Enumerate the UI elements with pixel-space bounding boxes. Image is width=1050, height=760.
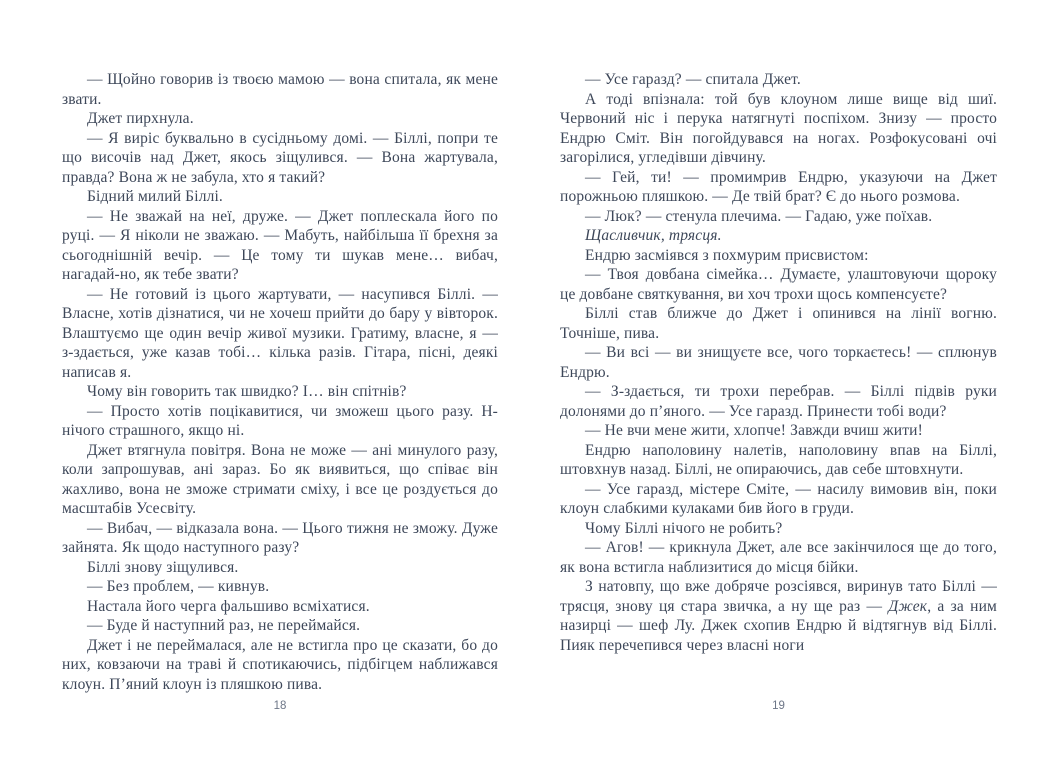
text-run: — Вибач, — відказала вона. — Цього тижня не зможу. Дуже зайнята. Як щодо наступного разу? [62, 519, 498, 556]
page-right-text [560, 70, 997, 655]
text-run: Джет пирхнула. [87, 110, 194, 127]
paragraph [560, 70, 997, 90]
text-run: Біллі знову зіщулився. [87, 558, 239, 576]
text-run: — Усе гаразд, містере Сміте, — насилу вимовив він, поки клоун слабкими кулаками бив його в груди. [560, 480, 997, 517]
text-run: — Не готовий із цього жартувати, — насупився Біллі. — Власне, хотів дізнатися, чи не хочеш прийти до бару у вівторок. Влаштуємо ще один вечір живої музики. Гратиму, власне, я — з-здається, уже казав тобі… кілька разів. Гітара, пісні, деякі написав я. [62, 285, 498, 381]
text-run: З натовпу, що вже добряче розсіявся, виринув тато Біллі — трясця, знову ця стара звичка, а ну ще раз — [560, 578, 997, 615]
text-run: Ендрю засміявся з похмурим присвистом: [585, 246, 869, 264]
text-run: — Гей, ти! — промимрив Ендрю, указуючи на Джет порожньою пляшкою. — Де твій брат? Є до нього розмова. [560, 168, 997, 205]
paragraph [62, 207, 498, 285]
paragraph [62, 519, 498, 558]
page-right [560, 70, 997, 760]
text-run: — Щойно говорив із твоєю мамою — вона спитала, як мене звати. [62, 71, 498, 108]
paragraph [62, 402, 498, 441]
text-run: А тоді впізнала: той був клоуном лише вище від шиї. Червоний ніс і перука натягнуті поспіхом. Знизу — просто Ендрю Сміт. Він погойдувався на ногах. Розфокусовані очі загорілися, угледівши дівчину. [560, 90, 997, 166]
paragraph [62, 70, 498, 109]
paragraph [560, 246, 997, 266]
paragraph [560, 382, 997, 421]
text-run: — Не зважай на неї, друже. — Джет поплескала його по руці. — Я ніколи не зважаю. — Мабуть, найбільша її брехня за сьогоднішній вечір. — Це тому ти шукав мене… вибач, нагадай-но, як тебе звати? [62, 207, 498, 283]
paragraph [560, 304, 997, 343]
text-run: — Усе гаразд? — спитала Джет. [585, 71, 801, 88]
text-run: — Я виріс буквально в сусідньому домі. — Біллі, попри те що височів над Джет, якось зіщулився. — Вона жартувала, правда? Вона ж не забула, хто я такий? [62, 129, 498, 186]
paragraph [560, 226, 997, 246]
text-run: Чому Біллі нічого не робить? [585, 519, 783, 537]
paragraph [560, 538, 997, 577]
paragraph [560, 265, 997, 304]
text-run: Біллі став ближче до Джет і опинився на лінії вогню. Точніше, пива. [560, 305, 997, 342]
paragraph [560, 519, 997, 539]
text-run: Чому він говорить так швидко? І… він спітнів? [87, 383, 407, 400]
paragraph [560, 577, 997, 655]
text-run: — Агов! — крикнула Джет, але все закінчилося ще до того, як вона встигла наблизитися до місця бійки. [560, 539, 997, 576]
text-run: — Просто хотів поцікавитися, чи зможеш цього разу. Н-нічого страшного, якщо ні. [62, 402, 498, 439]
text-run: — Буде й наступний раз, не переймайся. [87, 617, 361, 634]
text-run: — Ви всі — ви знищуєте все, чого торкаєтесь! — сплюнув Ендрю. [560, 344, 997, 381]
italic-text-run: Щасливчик, трясця. [585, 227, 722, 244]
text-run: — Люк? — стенула плечима. — Гадаю, уже поїхав. [585, 207, 933, 225]
paragraph [62, 129, 498, 188]
text-run: , а за ним назирці — шеф Лу. Джек схопив Ендрю й відтягнув від Біллі. Пияк перечепився через власні ноги [560, 597, 997, 654]
paragraph [62, 187, 498, 207]
paragraph [560, 343, 997, 382]
paragraph [560, 421, 997, 441]
text-run: — Без проблем, — кивнув. [87, 578, 270, 595]
paragraph [62, 597, 498, 617]
paragraph [62, 616, 498, 636]
page-number-right: 19 [772, 700, 785, 712]
page-number-left: 18 [273, 700, 287, 712]
paragraph [62, 636, 498, 695]
paragraph [560, 207, 997, 227]
paragraph [62, 382, 498, 402]
italic-text-run: Джек [888, 597, 928, 615]
paragraph [62, 441, 498, 519]
paragraph [62, 285, 498, 383]
paragraph [560, 480, 997, 519]
paragraph [62, 577, 498, 597]
paragraph [560, 90, 997, 168]
paragraph [560, 168, 997, 207]
text-run: Джет і не переймалася, але не встигла про це сказати, бо до них, ковзаючи на траві й спотикаючись, підбігцем наближався клоун. П’яний клоун із пляшкою пива. [62, 636, 498, 693]
text-run: — З-здається, ти трохи перебрав. — Біллі підвів руки долонями до п’яного. — Усе гаразд. Принести тобі води? [560, 383, 997, 420]
paragraph [62, 109, 498, 129]
text-run: Джет втягнула повітря. Вона не може — ані минулого разу, коли запрошував, ані зараз. Бо як виявиться, що співає він жахливо, вона не зможе стримати сміху, і все це роздується до масштабів Усесвіту. [62, 441, 498, 517]
paragraph [62, 558, 498, 578]
page-left [62, 70, 498, 760]
paragraph [560, 441, 997, 480]
text-run: Ендрю наполовину налетів, наполовину впав на Біллі, штовхнув назад. Біллі, не опираючись, дав себе штовхнути. [560, 441, 997, 478]
page-left-text [62, 70, 498, 694]
text-run: Бідний милий Біллі. [87, 188, 223, 205]
text-run: Настала його черга фальшиво всміхатися. [87, 597, 370, 615]
text-run: — Не вчи мене жити, хлопче! Завжди вчиш жити! [585, 422, 923, 439]
text-run: — Твоя довбана сімейка… Думаєте, улаштовуючи щороку це довбане святкування, ви хоч трохи щось компенсуєте? [560, 266, 997, 303]
